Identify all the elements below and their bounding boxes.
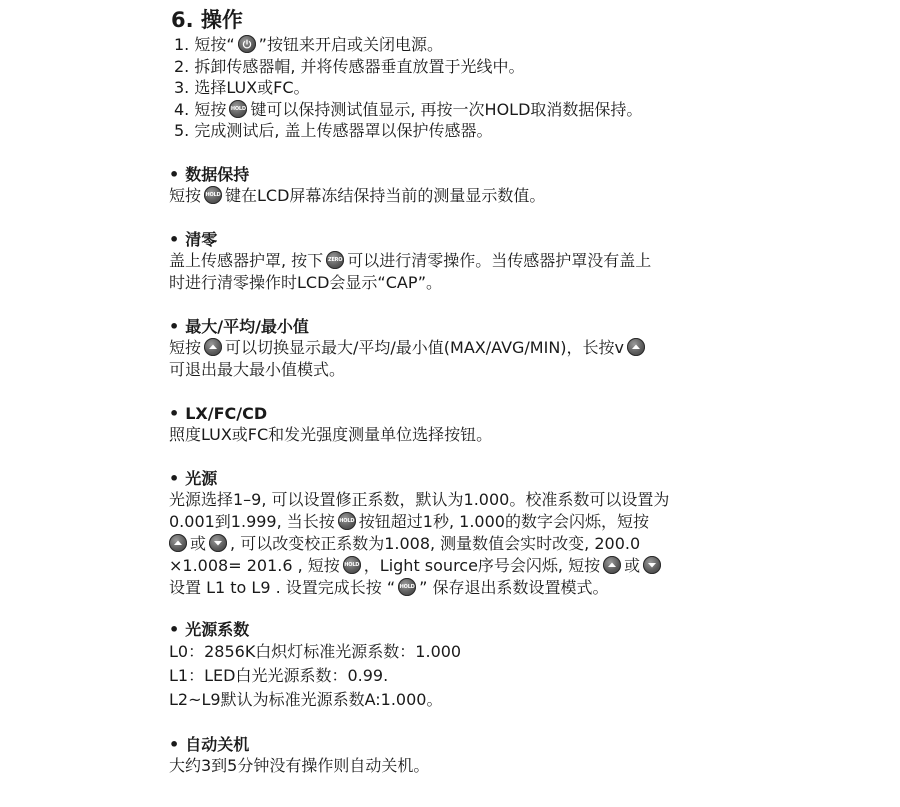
up-arrow-icon — [204, 338, 222, 356]
down-arrow-icon — [643, 556, 661, 574]
section-title: • 清零 — [169, 229, 218, 249]
section-title: • 光源 — [169, 468, 218, 488]
section-text: 照度LUX或FC和发光强度测量单位选择按钮。 — [169, 424, 493, 444]
section-heading: 6. 操作 — [171, 8, 243, 32]
hold-button-icon: HOLD — [343, 556, 361, 574]
manual-page — [169, 6, 739, 777]
hold-button-icon: HOLD — [398, 578, 416, 596]
section-title: • LX/FC/CD — [169, 403, 268, 423]
up-arrow-icon — [169, 534, 187, 552]
section-text-line: 光源选择1–9, 可以设置修正系数，默认为1.000。校准系数可以设置为 — [169, 489, 670, 509]
section-text: 短按 HOLD 键在LCD屏幕冻结保持当前的测量显示数值。 — [169, 185, 546, 205]
power-icon — [238, 35, 256, 53]
coefficient-line: L2~L9默认为标准光源系数A:1.000。 — [169, 689, 443, 709]
step-5: 5. 完成测试后, 盖上传感器罩以保护传感器。 — [174, 121, 493, 140]
section-text-line: 设置 L1 to L9 . 设置完成长按 “ HOLD ” 保存退出系数设置模式。 — [169, 577, 609, 597]
step-4: 4. 短按 HOLD 键可以保持测试值显示, 再按一次HOLD取消数据保持。 — [174, 99, 643, 119]
step-3: 3. 选择LUX或FC。 — [174, 78, 310, 97]
step-1: 1. 短按“ ”按钮来开启或关闭电源。 — [174, 35, 443, 54]
section-zero — [169, 229, 739, 294]
up-arrow-icon — [603, 556, 621, 574]
coefficient-line: L1：LED白光光源系数：0.99. — [169, 665, 389, 685]
section-text-line: ×1.008= 201.6 , 短按 HOLD ，Light source序号会闪烁, 短按 或 — [169, 555, 739, 577]
section-text-line: 盖上传感器护罩, 按下 ZERO 可以进行清零操作。当传感器护罩没有盖上 — [169, 250, 652, 270]
zero-button-icon: ZERO — [326, 251, 344, 269]
section-coefficients — [169, 619, 739, 712]
hold-button-icon: HOLD — [229, 100, 247, 118]
section-title: • 光源系数 — [169, 619, 250, 639]
section-text-line: 0.001到1.999, 当长按 HOLD 按钮超过1秒, 1.000的数字会闪烁，短按 — [169, 511, 649, 531]
section-title: • 数据保持 — [169, 164, 250, 184]
down-arrow-icon — [209, 534, 227, 552]
section-title: • 自动关机 — [169, 734, 250, 754]
hold-button-icon: HOLD — [204, 186, 222, 204]
section-title: • 最大/平均/最小值 — [169, 316, 309, 336]
section-text-line: 短按 可以切换显示最大/平均/最小值(MAX/AVG/MIN)，长按v — [169, 337, 739, 359]
operation-steps — [169, 34, 739, 142]
section-light-source — [169, 468, 739, 599]
section-text-line: 可退出最大最小值模式。 — [169, 359, 346, 379]
section-units — [169, 403, 739, 446]
section-auto-off — [169, 734, 739, 777]
section-hold — [169, 164, 739, 207]
step-2: 2. 拆卸传感器帽, 并将传感器垂直放置于光线中。 — [174, 56, 525, 76]
section-text-line: 时进行清零操作时LCD会显示“CAP”。 — [169, 272, 443, 292]
hold-button-icon: HOLD — [338, 512, 356, 530]
section-text-line: 或 , 可以改变校正系数为1.008, 测量数值会实时改变, 200.0 — [169, 533, 739, 555]
section-text: 大约3到5分钟没有操作则自动关机。 — [169, 755, 430, 775]
up-arrow-icon — [627, 338, 645, 356]
section-maxmin — [169, 316, 739, 381]
coefficient-line: L0：2856K白炽灯标准光源系数：1.000 — [169, 641, 462, 661]
